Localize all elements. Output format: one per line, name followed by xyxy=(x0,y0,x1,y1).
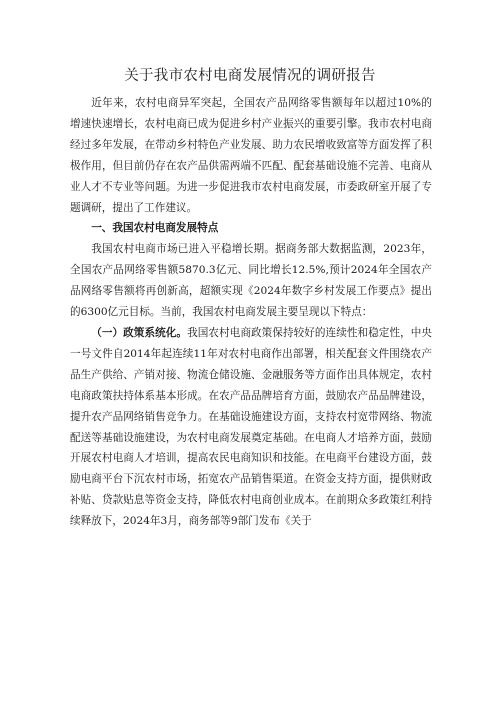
subsection-paragraph xyxy=(70,323,432,532)
section-heading: 一、我国农村电商发展特点 xyxy=(91,222,219,235)
subsection-heading: （一）政策系统化。 xyxy=(91,326,188,339)
document-body xyxy=(70,93,432,532)
document-title: 关于我市农村电商发展情况的调研报告 xyxy=(124,68,376,84)
section-paragraph: 我国农村电商市场已进入平稳增长期。据商务部大数据监测，2023年，全国农产品网络零售额5870.3亿元、同比增长12.5%,预计2024年全国农产品网络零售额将再创新高，超额实现《2024年数字乡村发展工作要点》提出的6300亿元目标。当前，我国农村电商发展主要呈现以下特点： xyxy=(70,243,432,319)
subsection-text: 我国农村电商政策保持较好的连续性和稳定性，中央一号文件自2014年起连续11年对农村电商作出部署，相关配套文件围绕农产品生产供给、产销对接、物流仓储设施、金融服务等方面作出具体规定，农村电商政策扶持体系基本形成。在农产品品牌培育方面，鼓励农产品品牌建设，提升农产品网络销售竞争力。在基础设施建设方面，支持农村宽带网络、物流配送等基础设施建设，为农村电商发展奠定基础。在电商人才培养方面，鼓励开展农村电商人才培训，提高农民电商知识和技能。在电商平台建设方面，鼓励电商平台下沉农村市场，拓宽农产品销售渠道。在资金支持方面，提供财政补贴、贷款贴息等资金支持，降低农村电商创业成本。在前期众多政策红利持续释放下，2024年3月，商务部等9部门发布《关于 xyxy=(70,326,433,528)
intro-paragraph: 近年来，农村电商异军突起，全国农产品网络零售额每年以超过10%的增速快速增长，农村电商已成为促进乡村产业振兴的重要引擎。我市农村电商经过多年发展，在带动乡村特色产业发展、助力农民增收致富等方面发挥了积极作用，但目前仍存在农产品供需两端不匹配、配套基础设施不完善、电商从业人才不专业等问题。为进一步促进我市农村电商发展，市委政研室开展了专题调研，提出了工作建议。 xyxy=(70,97,432,214)
